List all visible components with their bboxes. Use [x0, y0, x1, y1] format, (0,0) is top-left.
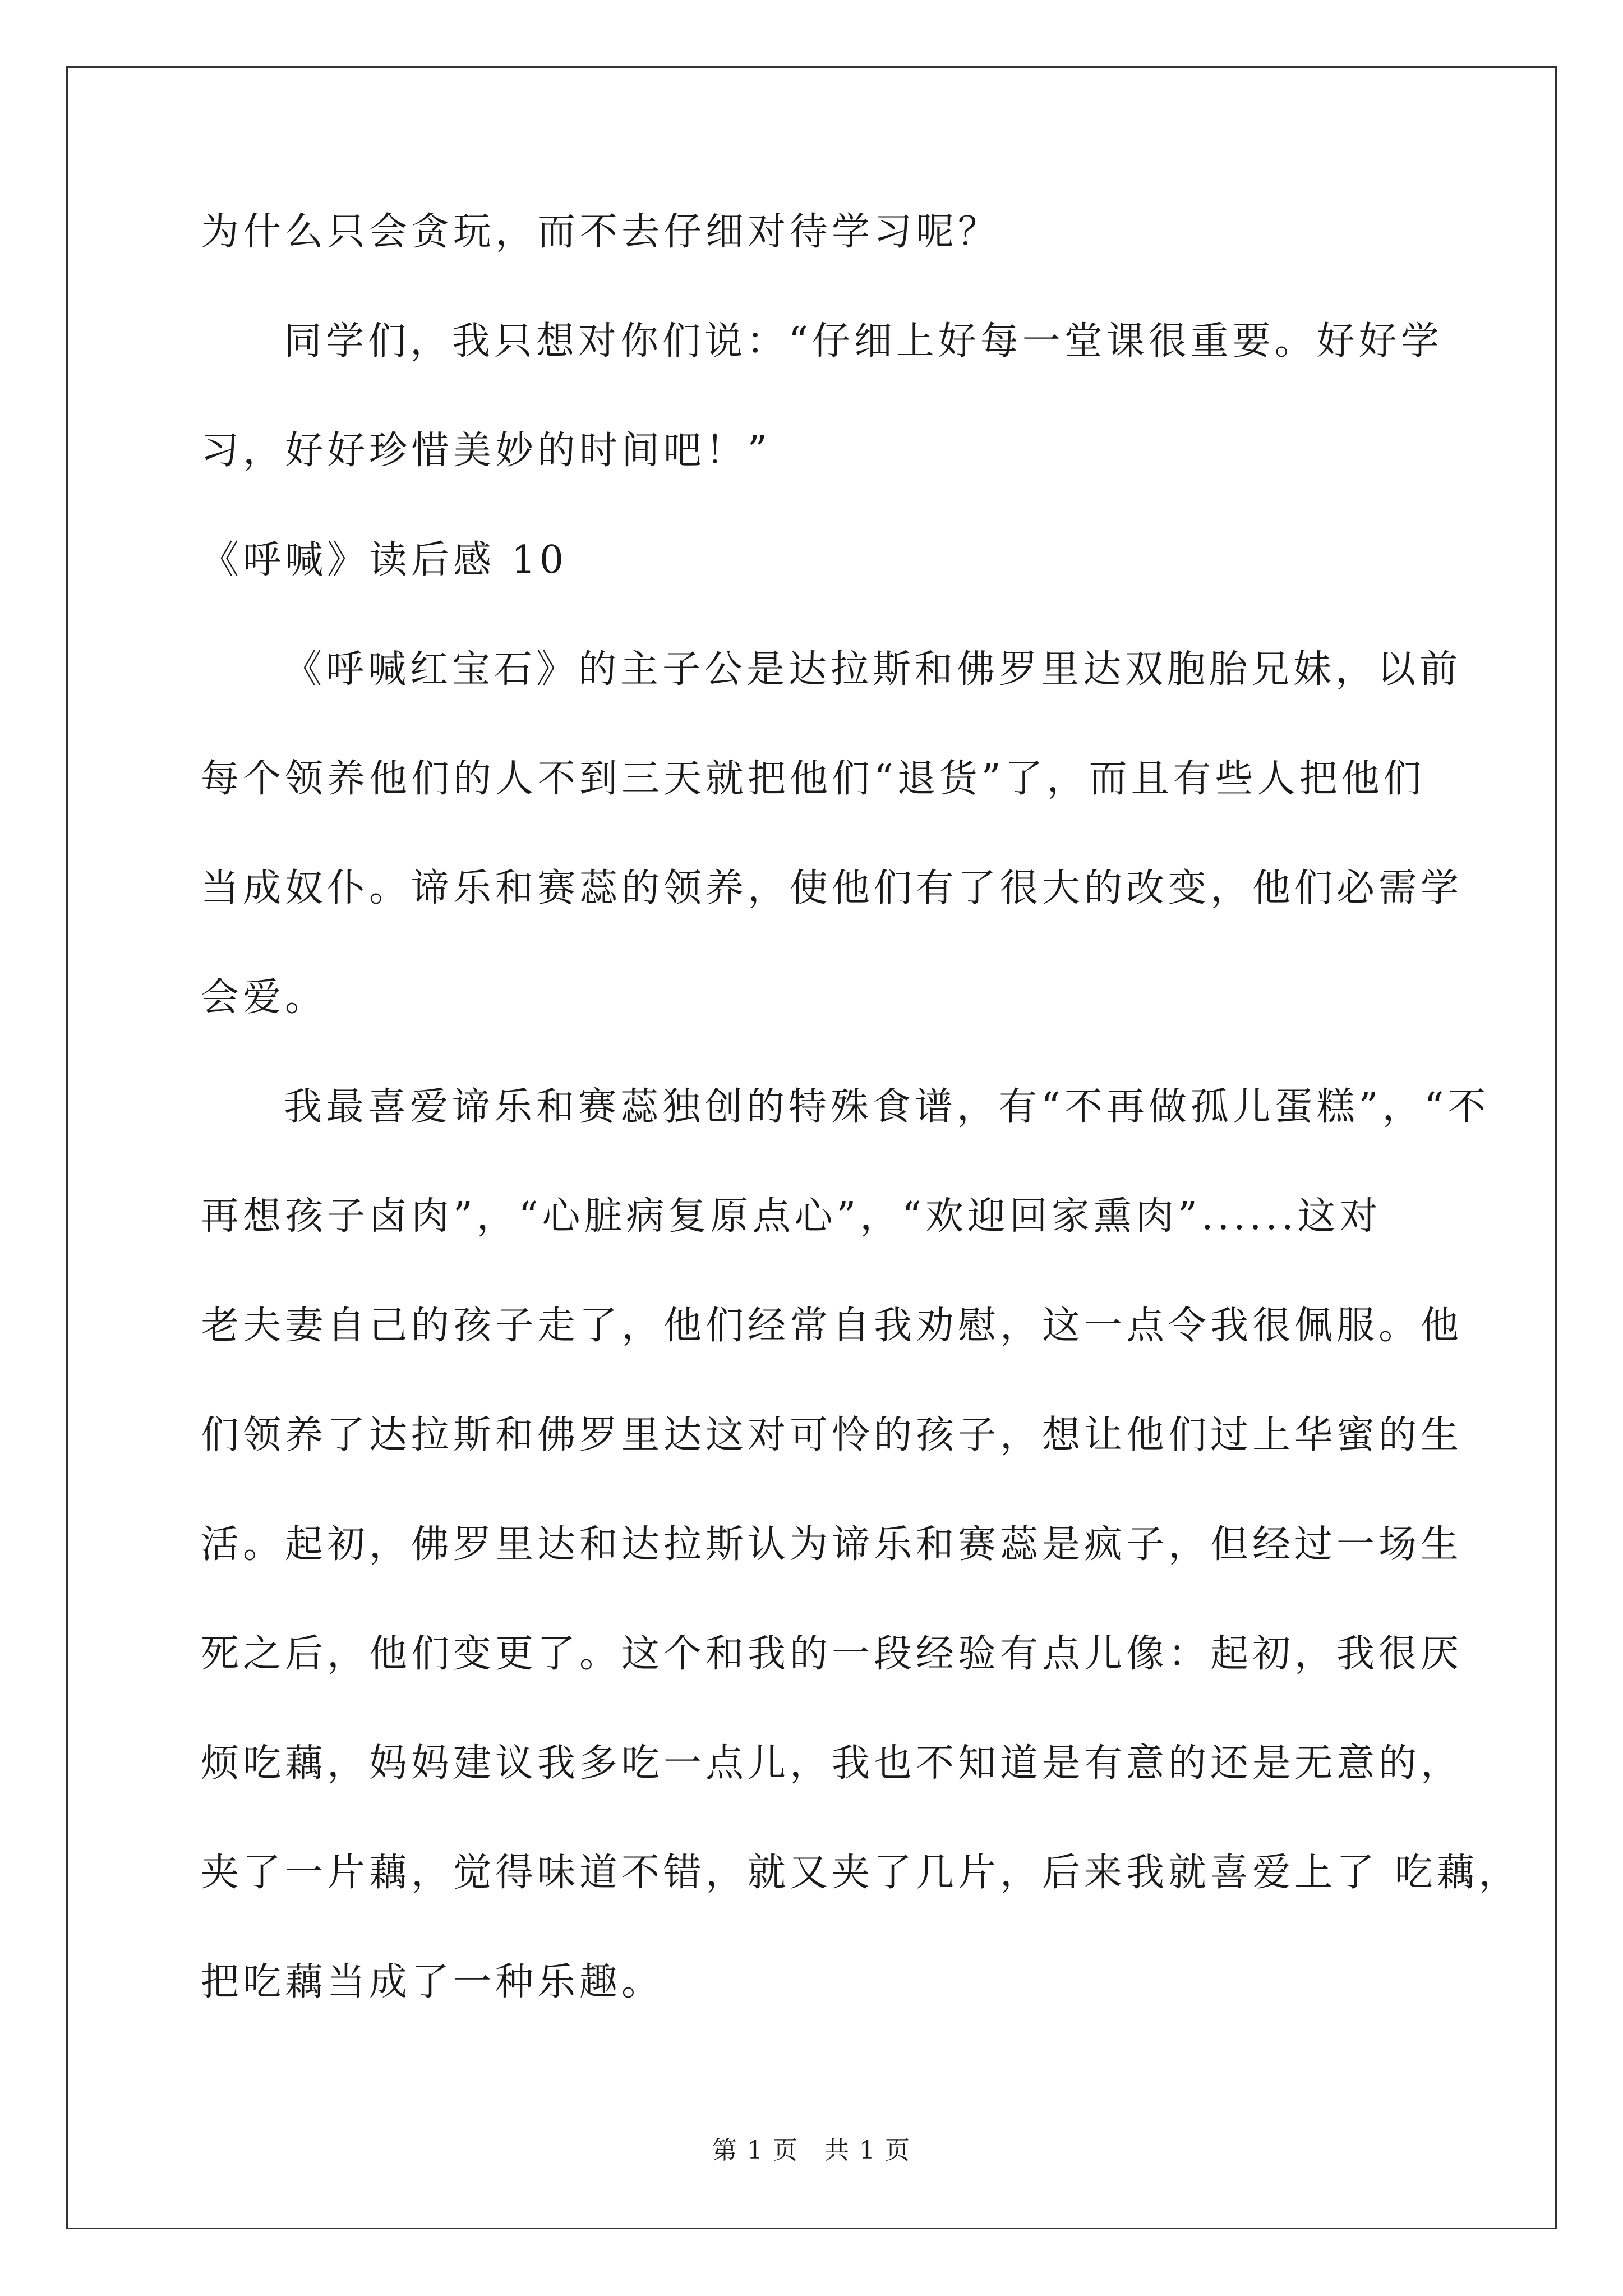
text-line: 活。起初，佛罗里达和达拉斯认为谛乐和赛蕊是疯子，但经过一场生 — [201, 1522, 1463, 1567]
text-line: 死之后，他们变更了。这个和我的一段经验有点儿像：起初，我很厌 — [201, 1632, 1463, 1676]
heading-text: 《呼喊》读后感 10 — [201, 538, 568, 582]
text-line: 会爱。 — [201, 976, 328, 1020]
text-line: 再想孩子卤肉”，“心脏病复原点心”，“欢迎回家熏肉”......这对 — [201, 1194, 1382, 1239]
text-line: 同学们，我只想对你们说：“仔细上好每一堂课很重要。好好学 — [284, 319, 1443, 364]
text-line: 烦吃藕，妈妈建议我多吃一点儿，我也不知道是有意的还是无意的， — [201, 1741, 1463, 1786]
text-line: 我最喜爱谛乐和赛蕊独创的特殊食谱，有“不再做孤儿蛋糕”，“不 — [284, 1085, 1490, 1129]
text-line: 们领养了达拉斯和佛罗里达这对可怜的孩子，想让他们过上华蜜的生 — [201, 1413, 1463, 1457]
text-line: 老夫妻自己的孩子走了，他们经常自我劝慰，这一点令我很佩服。他 — [201, 1304, 1463, 1348]
section-heading — [201, 537, 1423, 584]
text-line: 把吃藕当成了一种乐趣。 — [201, 1960, 664, 2004]
text-line: 为什么只会贪玩，而不去仔细对待学习呢？ — [201, 210, 1000, 254]
text-line: 每个领养他们的人不到三天就把他们“退货”了，而且有些人把他们 — [201, 757, 1426, 801]
paragraph-intro — [201, 646, 1463, 1022]
paragraph-recipes — [201, 1084, 1521, 2006]
document-body — [201, 209, 1521, 2006]
paragraph-classmates — [201, 318, 1443, 475]
paragraph-continuation — [201, 209, 1423, 256]
text-line: 当成奴仆。谛乐和赛蕊的领养，使他们有了很大的改变，他们必需学 — [201, 866, 1463, 910]
page-footer: 第 1 页 共 1 页 — [712, 2136, 911, 2165]
text-line: 习，好好珍惜美妙的时间吧！” — [201, 429, 771, 473]
text-line: 夹了一片藕，觉得味道不错，就又夹了几片，后来我就喜爱上了 吃藕， — [201, 1851, 1521, 1895]
text-line: 《呼喊红宝石》的主子公是达拉斯和佛罗里达双胞胎兄妹，以前 — [284, 647, 1462, 692]
